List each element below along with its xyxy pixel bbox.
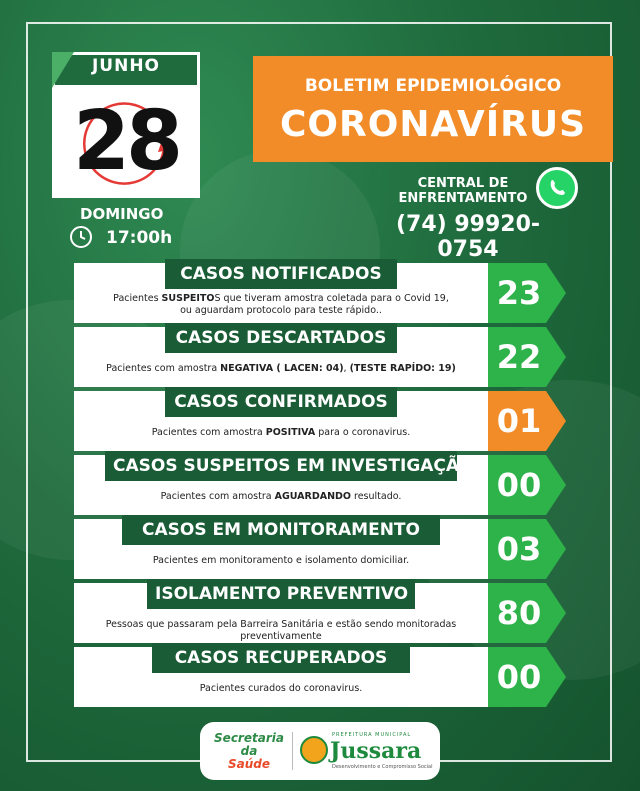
- desc-text: Pacientes: [113, 293, 162, 304]
- contact-label: [398, 176, 528, 206]
- stat-description: [74, 619, 488, 643]
- stat-value: 03: [496, 530, 542, 568]
- stat-value: 00: [496, 466, 542, 504]
- stat-value-arrow: [488, 647, 566, 707]
- desc-text: para o coronavirus.: [315, 427, 411, 438]
- time-label: 17:00h: [106, 228, 173, 248]
- whatsapp-icon[interactable]: [536, 167, 578, 209]
- contact-line2: ENFRENTAMENTO: [398, 191, 528, 206]
- saude-line2: da: [240, 744, 258, 758]
- stat-title: CASOS CONFIRMADOS: [165, 387, 397, 417]
- footer-logos: [200, 722, 440, 780]
- prefeitura-label: PREFEITURA MUNICIPAL: [332, 732, 412, 738]
- municipal-seal-icon: [300, 736, 328, 764]
- stat-value: 23: [496, 274, 542, 312]
- header-title: CORONAVÍRUS: [279, 104, 587, 145]
- desc-bold: SUSPEITO: [161, 293, 215, 304]
- stat-title: CASOS RECUPERADOS: [152, 643, 410, 673]
- stat-title: ISOLAMENTO PREVENTIVO: [147, 579, 415, 609]
- stat-value: 00: [496, 658, 542, 696]
- stat-row: [74, 455, 488, 515]
- logo-divider: [292, 732, 293, 770]
- stat-description: [74, 427, 488, 439]
- stat-value-arrow: [488, 263, 566, 323]
- header-banner: [253, 56, 613, 162]
- desc-bold: AGUARDANDO: [274, 491, 351, 502]
- stat-description: [74, 683, 488, 695]
- desc-text: Pessoas que passaram pela Barreira Sanitária e estão sendo monitoradas preventivamente: [105, 619, 457, 642]
- desc-bold: POSITIVA: [265, 427, 316, 438]
- desc-text: Pacientes com amostra: [160, 491, 275, 502]
- stat-description: [74, 363, 488, 375]
- stat-row: [74, 391, 488, 451]
- stat-title: CASOS EM MONITORAMENTO: [122, 515, 440, 545]
- desc-text: ou aguardam protocolo para teste rápido..: [180, 305, 382, 316]
- weekday-label: DOMINGO: [80, 205, 164, 223]
- calendar: [52, 52, 200, 198]
- desc-text: resultado.: [350, 491, 402, 502]
- stat-value-arrow: [488, 519, 566, 579]
- desc-text: Pacientes com amostra: [151, 427, 266, 438]
- stat-value: 22: [496, 338, 542, 376]
- stat-value-arrow: [488, 327, 566, 387]
- stat-row: [74, 519, 488, 579]
- clock-icon: [68, 224, 94, 250]
- stat-value-arrow: [488, 455, 566, 515]
- desc-text: Pacientes com amostra: [106, 363, 221, 374]
- desc-text: S que tiveram amostra coletada para o Covid 19,: [214, 293, 449, 304]
- saude-line1: Secretaria: [214, 731, 284, 745]
- desc-bold: NEGATIVA ( LACEN: 04): [220, 363, 344, 374]
- stat-title: CASOS SUSPEITOS EM INVESTIGAÇÃO: [105, 451, 457, 481]
- calendar-month: JUNHO: [91, 56, 161, 76]
- jussara-tagline: Desenvolvimento e Compromisso Social: [332, 764, 433, 770]
- desc-text: Pacientes em monitoramento e isolamento domiciliar.: [152, 555, 410, 566]
- stat-value: 01: [496, 402, 542, 440]
- stat-row: [74, 263, 488, 323]
- stat-description: [74, 293, 488, 317]
- calendar-day: 28: [72, 94, 180, 189]
- stat-value-arrow: [488, 583, 566, 643]
- desc-text: (TESTE RAPÍDO: 19): [349, 363, 456, 374]
- phone-number[interactable]: (74) 99920-0754: [395, 212, 541, 262]
- header-subtitle: BOLETIM EPIDEMIOLÓGICO: [304, 76, 562, 96]
- desc-text: ,: [343, 363, 350, 374]
- stat-title: CASOS NOTIFICADOS: [165, 259, 397, 289]
- jussara-logo: Jussara: [330, 738, 422, 764]
- contact-line1: CENTRAL DE: [417, 176, 509, 191]
- secretaria-saude-logo: [214, 732, 284, 771]
- saude-line3: Saúde: [227, 757, 270, 771]
- stat-description: [74, 491, 488, 503]
- stat-value: 80: [496, 594, 542, 632]
- desc-text: Pacientes curados do coronavirus.: [199, 683, 363, 694]
- stat-description: [74, 555, 488, 567]
- stat-title: CASOS DESCARTADOS: [165, 323, 397, 353]
- stat-row: [74, 583, 488, 643]
- stat-row: [74, 327, 488, 387]
- stat-value-arrow: [488, 391, 566, 451]
- stat-row: [74, 647, 488, 707]
